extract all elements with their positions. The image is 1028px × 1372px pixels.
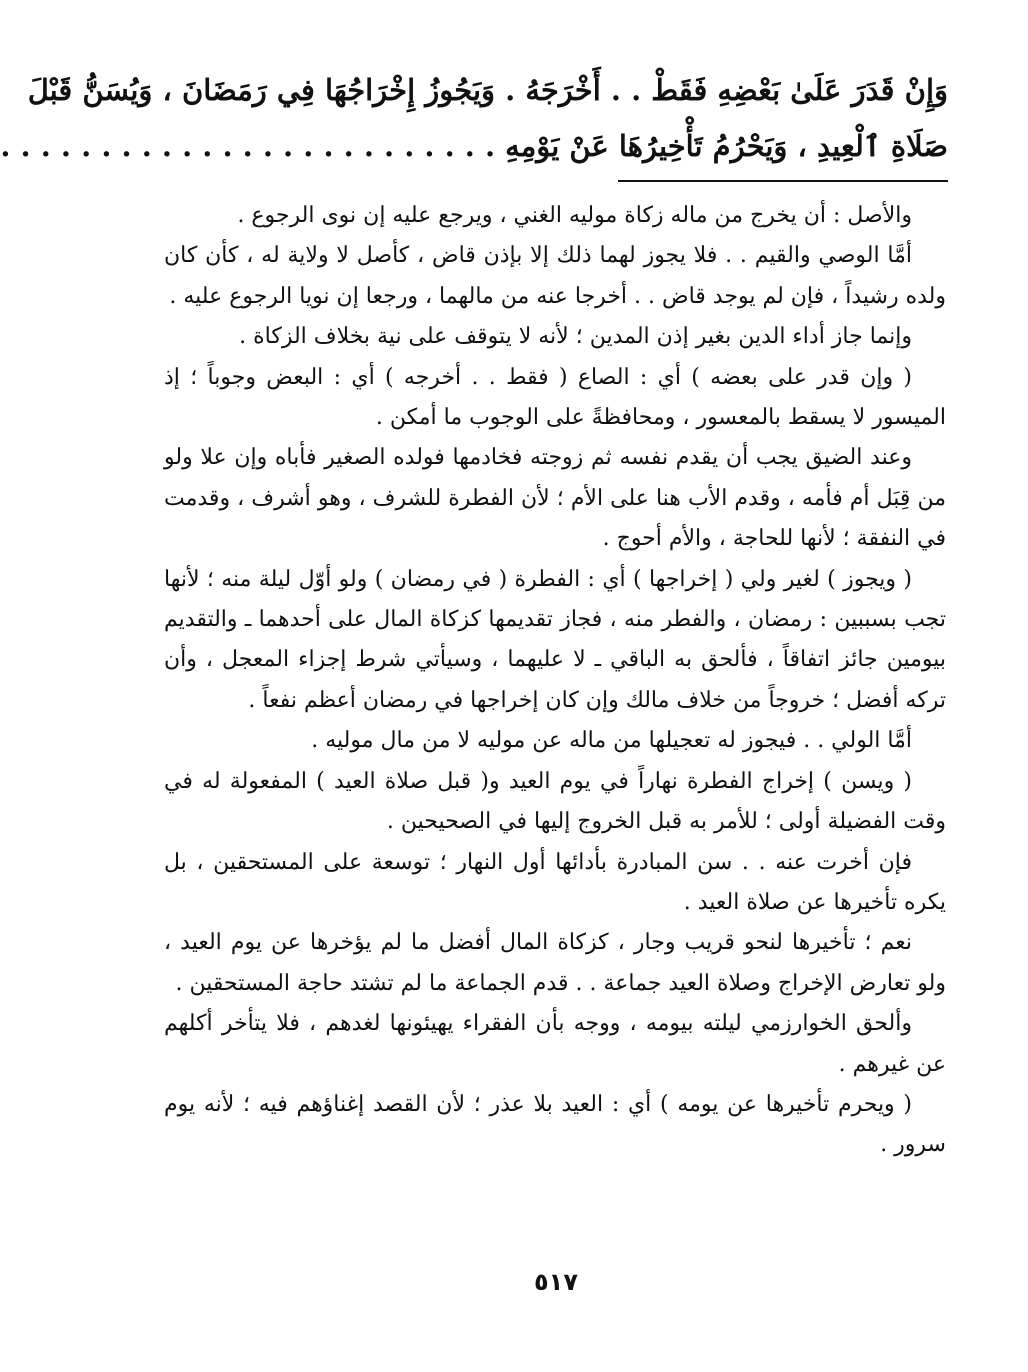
commentary-paragraph-10: نعم ؛ تأخيرها لنحو قريب وجار ، كزكاة المال أفضل ما لم يؤخرها عن يوم العيد ، ولو تعارض الإخراج وصلاة العيد جماعة . . قدم الجماعة ما لم تشتد حاجة المستحقين .	[164, 930, 946, 996]
main-text-line-1: وَإِنْ قَدَرَ عَلَىٰ بَعْضِهِ فَقَطْ . . أَخْرَجَهُ . وَيَجُوزُ إِخْرَاجُهَا فِي رَمَضَانَ ، وَيُسَنُّ قَبْلَ	[27, 73, 948, 107]
commentary-paragraph-12: ( ويحرم تأخيرها عن يومه ) أي : العيد بلا عذر ؛ لأن القصد إغناؤهم فيه ؛ لأنه يوم سرور .	[164, 1091, 946, 1158]
commentary-paragraph-5: وعند الضيق يجب أن يقدم نفسه ثم زوجته فخادمها فولده الصغير فأباه وإن علا ولو من قِبَل أم فأمه ، وقدم الأب هنا على الأم ؛ لأن الفطرة للشرف ، وهو أشرف ، وقدمت في النفقة ؛ لأنها للحاجة ، والأم أحوج .	[164, 445, 946, 552]
main-text-line-2: صَلَاةِ ٱلْعِيدِ ، وَيَحْرُمُ تَأْخِيرُهَا عَنْ يَوْمِهِ . . . . . . . . . . . . . . . . . . . . . . . . .	[0, 129, 948, 163]
commentary-paragraph-6: ( ويجوز ) لغير ولي ( إخراجها ) أي : الفطرة ( في رمضان ) ولو أوّل ليلة منه ؛ لأنها تجب بسببين : رمضان ، والفطر منه ، فجاز تقديمها كزكاة المال على أحدهما ـ والتقديم بيومين جائز اتفاقاً ، فألحق به الباقي ـ لا عليهما ، وسيأتي شرط إجزاء المعجل ، وأن تركه أفضل ؛ خروجاً من خلاف مالك وإن كان إخراجها في رمضان أعظم نفعاً .	[164, 566, 946, 713]
commentary-block	[164, 196, 946, 1166]
commentary-paragraph-2: أمَّا الوصي والقيم . . فلا يجوز لهما ذلك إلا بإذن قاض ، كأصل لا ولاية له ، كأن كان ولده رشيداً ، فإن لم يوجد قاض . . أخرجا عنه من مالهما ، ورجعا إن نويا الرجوع عليه .	[164, 243, 946, 309]
commentary-paragraph-11: وألحق الخوارزمي ليلته بيومه ، ووجه بأن الفقراء يهيئونها لغدهم ، فلا يتأخر أكلهم عن غيرهم .	[164, 1011, 946, 1077]
main-text-block	[0, 62, 948, 174]
commentary-paragraph-4: ( وإن قدر على بعضه ) أي : الصاع ( فقط . . أخرجه ) أي : البعض وجوباً ؛ إذ الميسور لا يسقط بالمعسور ، ومحافظةً على الوجوب ما أمكن .	[164, 364, 946, 431]
commentary-paragraph-1: والأصل : أن يخرج من ماله زكاة موليه الغني ، ويرجع عليه إن نوى الرجوع .	[237, 203, 912, 228]
commentary-paragraph-3: وإنما جاز أداء الدين بغير إذن المدين ؛ لأنه لا يتوقف على نية بخلاف الزكاة .	[239, 324, 912, 350]
page-number: ٥١٧	[534, 1268, 578, 1296]
commentary-paragraph-7: أمَّا الولي . . فيجوز له تعجيلها من ماله عن موليه لا من مال موليه .	[311, 728, 912, 754]
separator-rule	[618, 180, 948, 182]
commentary-paragraph-9: فإن أخرت عنه . . سن المبادرة بأدائها أول النهار ؛ توسعة على المستحقين ، بل يكره تأخيرها عن صلاة العيد .	[164, 849, 946, 915]
commentary-paragraph-8: ( ويسن ) إخراج الفطرة نهاراً في يوم العيد و( قبل صلاة العيد ) المفعولة له في وقت الفضيلة أولى ؛ للأمر به قبل الخروج إليها في الصحيحين .	[164, 768, 946, 835]
